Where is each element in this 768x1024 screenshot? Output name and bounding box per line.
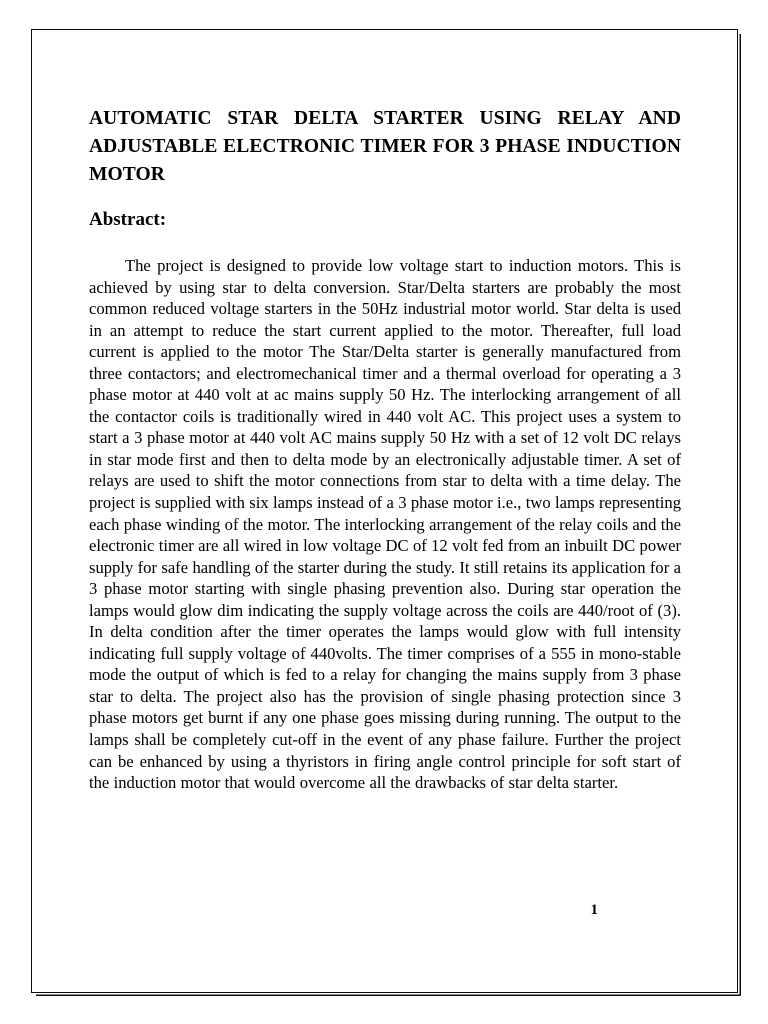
abstract-heading: Abstract: — [89, 209, 167, 230]
page-content-area — [89, 105, 681, 945]
page-number: 1 — [590, 902, 598, 918]
page-title: AUTOMATIC STAR DELTA STARTER USING RELAY AND ADJUSTABLE ELECTRONIC TIMER FOR 3 PHASE INDUCTION MOTOR — [89, 108, 681, 185]
abstract-paragraph: The project is designed to provide low voltage start to induction motors. This is achieved by using star to delta conversion. Star/Delta starters are probably the most common reduced voltage starters in the 50Hz industrial motor world. Star delta is used in an attempt to reduce the start current applied to the motor. Thereafter, full load current is applied to the motor The Star/Delta starter is generally manufactured from three contactors; and electromechanical timer and a thermal overload for operating a 3 phase motor at 440 volt at ac mains supply 50 Hz. The interlocking arrangement of all the contactor coils is traditionally wired in 440 volt AC. This project uses a system to start a 3 phase motor at 440 volt AC mains supply 50 Hz with a set of 12 volt DC relays in star mode first and then to delta mode by an electronically adjustable timer. A set of relays are used to shift the motor connections from star to delta with a time delay. The project is supplied with six lamps instead of a 3 phase motor i.e., two lamps representing each phase winding of the motor. The interlocking arrangement of the relay coils and the electronic timer are all wired in low voltage DC of 12 volt fed from an inbuilt DC power supply for safe handling of the starter during the study. It still retains its application for a 3 phase motor starting with single phasing prevention also. During star operation the lamps would glow dim indicating the supply voltage across the coils are 440/root of (3). In delta condition after the timer operates the lamps would glow with full intensity indicating full supply voltage of 440volts. The timer comprises of a 555 in mono-stable mode the output of which is fed to a relay for changing the mains supply from 3 phase star to delta. The project also has the provision of single phasing protection since 3 phase motors get burnt if any one phase goes missing during running. The output to the lamps shall be completely cut-off in the event of any phase failure. Further the project can be enhanced by using a thyristors in firing angle control principle for soft start of the induction motor that would overcome all the drawbacks of star delta starter. — [89, 256, 681, 793]
document-page — [31, 29, 738, 993]
